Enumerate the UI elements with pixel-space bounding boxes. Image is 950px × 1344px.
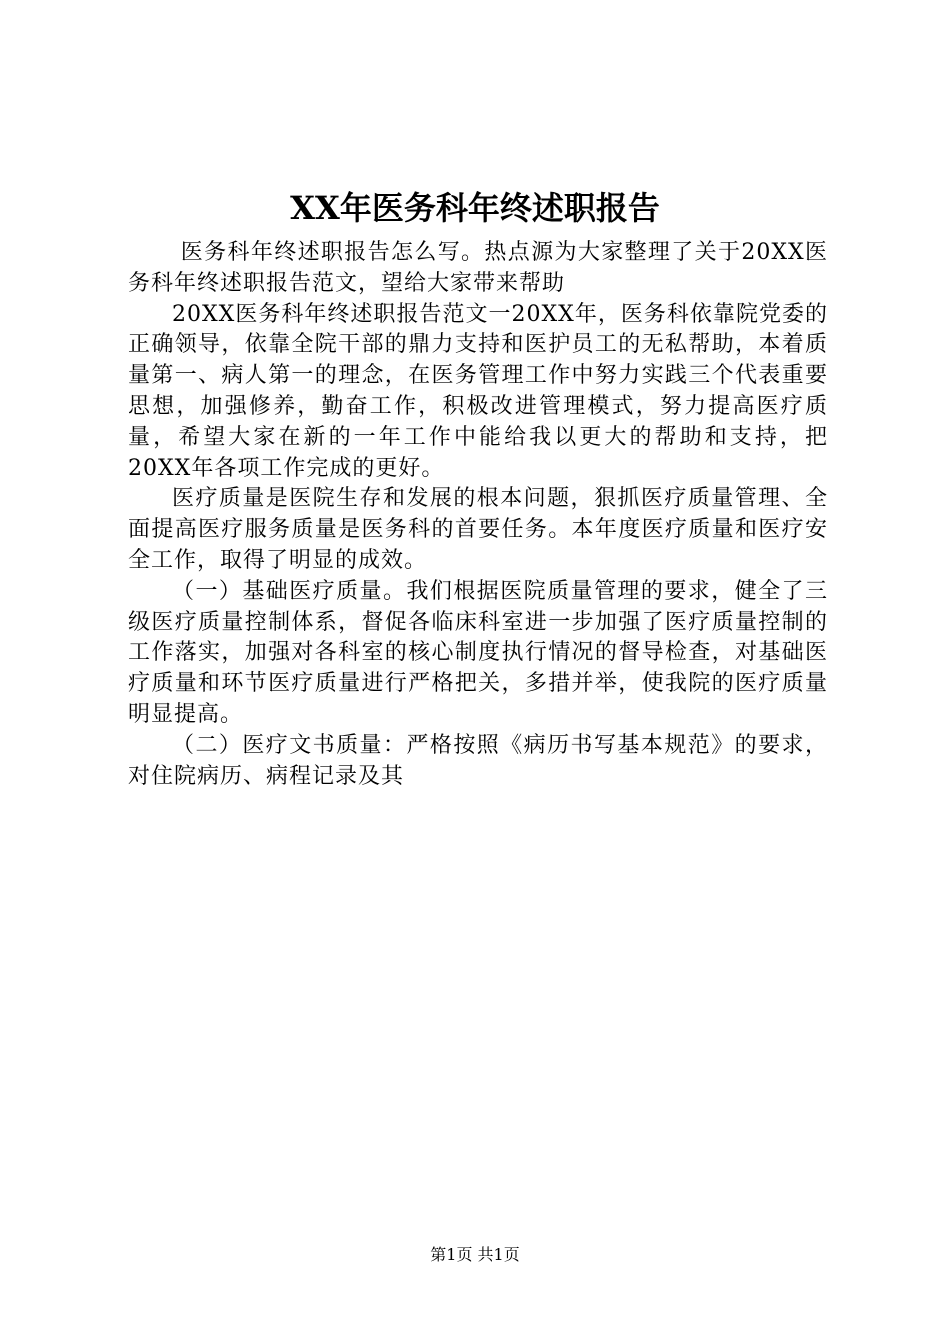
page-title: XX年医务科年终述职报告 [290, 189, 660, 227]
page-footer: 第1页 共1页 [430, 1245, 520, 1264]
paragraph-intro: 医务科年终述职报告怎么写。热点源为大家整理了关于20XX医务科年终述职报告范文，望给大家带来帮助 [128, 240, 828, 296]
paragraph-document-quality: （二）医疗文书质量：严格按照《病历书写基本规范》的要求，对住院病历、病程记录及其 [128, 732, 828, 789]
document-body [128, 238, 828, 792]
paragraph-summary: 20XX医务科年终述职报告范文一20XX年，医务科依靠院党委的正确领导，依靠全院干部的鼎力支持和医护员工的无私帮助，本着质量第一、病人第一的理念，在医务管理工作中努力实践三个代表重要思想，加强修养，勤奋工作，积极改进管理模式，努力提高医疗质量，希望大家在新的一年工作中能给我以更大的帮助和支持，把20XX年各项工作完成的更好。 [128, 301, 828, 481]
paragraph-quality: 医疗质量是医院生存和发展的根本问题，狠抓医疗质量管理、全面提高医疗服务质量是医务科的首要任务。本年度医疗质量和医疗安全工作，取得了明显的成效。 [128, 486, 828, 573]
paragraph-basic-quality: （一）基础医疗质量。我们根据医院质量管理的要求，健全了三级医疗质量控制体系，督促各临床科室进一步加强了医疗质量控制的工作落实，加强对各科室的核心制度执行情况的督导检查，对基础医疗质量和环节医疗质量进行严格把关，多措并举，使我院的医疗质量明显提高。 [128, 578, 828, 727]
